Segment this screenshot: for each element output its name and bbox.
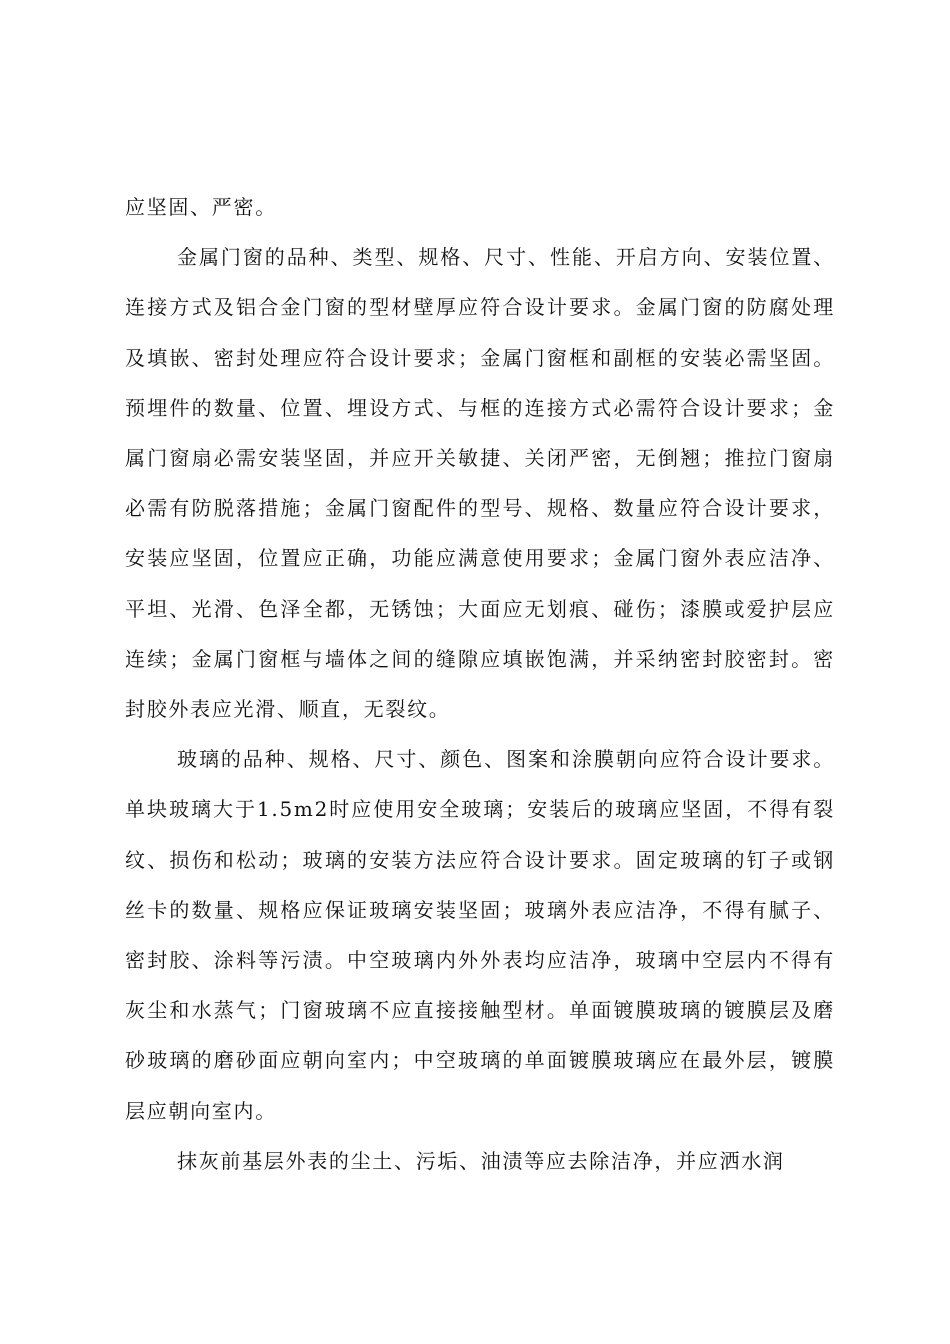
paragraph-glass: 玻璃的品种、规格、尺寸、颜色、图案和涂膜朝向应符合设计要求。单块玻璃大于1.5m2时应使用安全玻璃；安装后的玻璃应坚固，不得有裂纹、损伤和松动；玻璃的安装方法应符合设计要求。固定玻璃的钉子或钢丝卡的数量、规格应保证玻璃安装坚固；玻璃外表应洁净，不得有腻子、密封胶、涂料等污渍。中空玻璃内外外表均应洁净，玻璃中空层内不得有灰尘和水蒸气；门窗玻璃不应直接接触型材。单面镀膜玻璃的镀膜层及磨砂玻璃的磨砂面应朝向室内；中空玻璃的单面镀膜玻璃应在最外层，镀膜层应朝向室内。	[125, 747, 835, 1123]
paragraph-metal-doors-windows: 金属门窗的品种、类型、规格、尺寸、性能、开启方向、安装位置、连接方式及铝合金门窗的型材壁厚应符合设计要求。金属门窗的防腐处理及填嵌、密封处理应符合设计要求；金属门窗框和副框的安装必需坚固。预埋件的数量、位置、埋设方式、与框的连接方式必需符合设计要求；金属门窗扇必需安装坚固，并应开关敏捷、关闭严密，无倒翘；推拉门窗扇必需有防脱落措施；金属门窗配件的型号、规格、数量应符合设计要求，安装应坚固，位置应正确，功能应满意使用要求；金属门窗外表应洁净、平坦、光滑、色泽全都，无锈蚀；大面应无划痕、碰伤；漆膜或爱护层应连续；金属门窗框与墙体之间的缝隙应填嵌饱满，并采纳密封胶密封。密封胶外表应光滑、顺直，无裂纹。	[125, 245, 835, 722]
paragraph-continuation: 应坚固、严密。	[125, 195, 277, 219]
body-text	[125, 182, 835, 1186]
paragraph-plastering: 抹灰前基层外表的尘土、污垢、油渍等应去除洁净，并应洒水润	[177, 1148, 785, 1173]
